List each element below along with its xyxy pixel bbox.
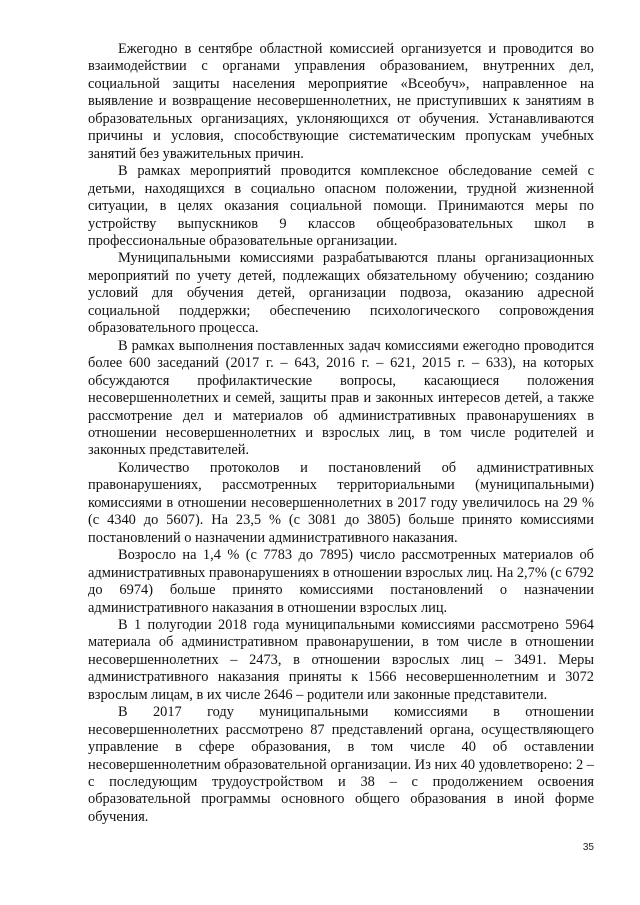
body-text <box>88 41 594 826</box>
paragraph-meetings: В рамках выполнения поставленных задач комиссиями ежегодно проводится более 600 заседаний (2017 г. – 643, 2016 г. – 621, 2015 г. – 633), на которых обсуждаются профилактические вопросы, касающиеся положения несовершеннолетних и семей, защиты прав и законных интересов детей, а также рассмотрение дел и материалов об административных правонарушениях в отношении несовершеннолетних и взрослых лиц, в том числе родителей и законных представителей. <box>88 337 594 459</box>
page-number: 35 <box>582 842 594 853</box>
paragraph-vseobuch: Ежегодно в сентябре областной комиссией организуется и проводится во взаимодействии с органами управления образованием, внутренних дел, социальной защиты населения мероприятие «Всеобуч», направленное на выявление и возвращение несовершеннолетних, не приступивших к занятиям в образовательных организациях, уклоняющихся от обучения. Устанавливаются причины и условия, способствующие систематическим пропускам учебных занятий без уважительных причин. <box>88 41 594 162</box>
paragraph-family-survey: В рамках мероприятий проводится комплексное обследование семей с детьми, находящихся в социально опасном положении, трудной жизненной ситуации, в целях оказания социальной помощи. Принимаются меры по устройству выпускников 9 классов общеобразовательных школ в профессиональные образовательные организации. <box>88 163 594 249</box>
paragraph-representations-2017: В 2017 году муниципальными комиссиями в отношении несовершеннолетних рассмотрено 87 представлений органа, осуществляющего управление в сфере образования, в том числе 40 об оставлении несовершеннолетним образовательной организации. Из них 40 удовлетворено: 2 – с последующим трудоустройством и 38 – с продолжением освоения образовательной программы основного общего образования в иной форме обучения. <box>88 704 594 825</box>
paragraph-materials-adults: Возросло на 1,4 % (с 7783 до 7895) число рассмотренных материалов об административных правонарушениях в отношении взрослых лиц. На 2,7% (с 6792 до 6974) больше принято комиссиями постановлений о назначении административного наказания в отношении взрослых лиц. <box>88 547 594 616</box>
paragraph-municipal-plans: Муниципальными комиссиями разрабатываются планы организационных мероприятий по учету детей, подлежащих обязательному обучению; созданию условий для обучения детей, организации подвоза, оказанию адресной социальной поддержки; обеспечению психологического сопровождения образовательного процесса. <box>88 250 594 337</box>
paragraph-first-half-2018: В 1 полугодии 2018 года муниципальными комиссиями рассмотрено 5964 материала об административном правонарушении, в том числе в отношении несовершеннолетних – 2473, в отношении взрослых лиц – 3491. Меры административного наказания приняты к 1566 несовершеннолетним и 3072 взрослым лицам, в их числе 2646 – родители или законные представители. <box>88 616 594 703</box>
paragraph-protocols-minors: Количество протоколов и постановлений об административных правонарушениях, рассмотренных территориальными (муниципальными) комиссиями в отношении несовершеннолетних в 2017 году увеличилось на 29 % (с 4340 до 5607). На 23,5 % (с 3081 до 3805) больше принято комиссиями постановлений о назначении административного наказания. <box>88 459 594 546</box>
